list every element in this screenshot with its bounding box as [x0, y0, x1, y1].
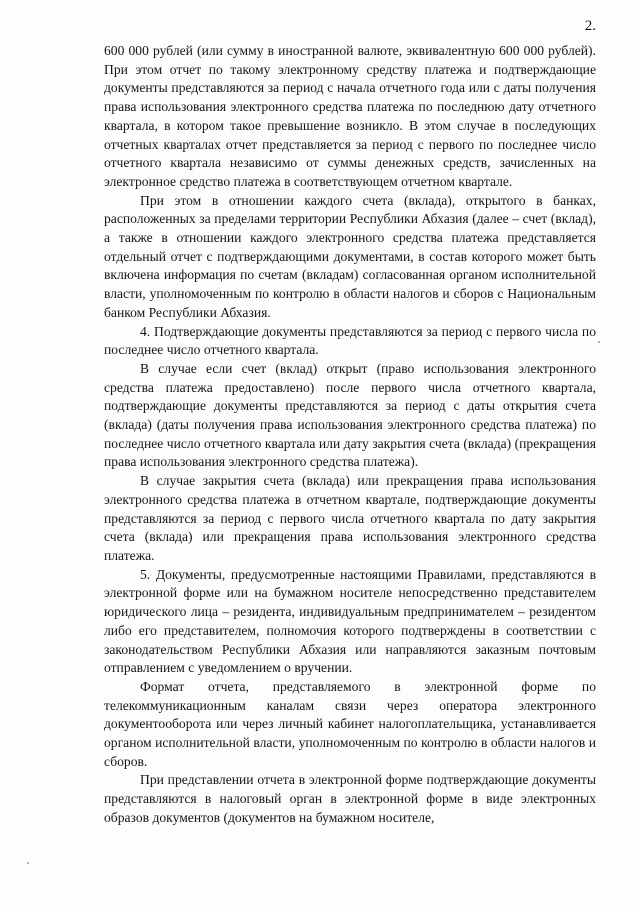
paragraph-account-closed: В случае закрытия счета (вклада) или прекращения права использования электронного средства платежа в отчетном квартале, подтверждающие документы представляются за период с первого числа отчетного квартала по дату закрытия счета (вклада) или прекращения права использования электронного средства платежа.	[104, 473, 596, 563]
scan-speck	[27, 862, 29, 864]
page-number: 2.	[584, 18, 596, 34]
paragraph-item-4: 4. Подтверждающие документы представляются за период с первого числа по последнее число отчетного квартала.	[104, 323, 596, 358]
paragraph-report-format: Формат отчета, представляемого в электронной форме по телекоммуникационным каналам связи через оператора электронного документооборота или через личный кабинет налогоплательщика, устанавливается органом исполнительной власти, уполномоченным по контролю в области налогов и сборов.	[104, 678, 596, 769]
paragraph-separate-report: При этом в отношении каждого счета (вклада), открытого в банках, расположенных за пределами территории Республики Абхазия (далее – счет (вклад), а также в отношении каждого электронного средства платежа представляется отдельный отчет с подтверждающими документами, в состав которого может быть включена информация по счетам (вкладам) согласованная органом исполнительной власти, уполномоченным по контролю в области налогов и сборов с Национальным банком Республики Абхазия.	[104, 192, 596, 320]
paragraph-item-5: 5. Документы, предусмотренные настоящими Правилами, представляются в электронной форме или на бумажном носителе непосредственно представителем юридического лица – резидента, индивидуальным предпринимателем – резидентом либо его представителем, полномочия которого подтверждены в соответствии с законодательством Республики Абхазия или направляются заказным почтовым отправлением с уведомлением о вручении.	[104, 566, 596, 676]
paragraph-continuation: 600 000 рублей (или сумму в иностранной валюте, эквивалентную 600 000 рублей). При этом отчет по такому электронному средству платежа и подтверждающие документы представляются за период с начала отчетного года или с даты получения права использования электронного средства платежа по последнюю дату отчетного квартала, в котором такое превышение возникло. В этом случае в последующих отчетных кварталах отчет представляется за период с первого по последнее число отчетного квартала независимо от суммы денежных средств, зачисленных на электронное средство платежа в соответствующем отчетном квартале.	[104, 43, 596, 189]
paragraph-account-opened: В случае если счет (вклад) открыт (право использования электронного средства платежа предоставлено) после первого числа отчетного квартала, подтверждающие документы представляются за период с даты открытия счета (вклада) (даты получения права использования электронного средства платежа) по последнее число отчетного квартала или дату закрытия счета (вклада) (прекращения права использования электронного средства платежа).	[104, 360, 596, 470]
paragraph-electronic-submission: При представлении отчета в электронной форме подтверждающие документы представляются в налоговый орган в электронной форме в виде электронных образов документов (документов на бумажном носителе,	[104, 772, 596, 825]
scan-speck	[598, 341, 600, 343]
document-body	[104, 42, 596, 828]
